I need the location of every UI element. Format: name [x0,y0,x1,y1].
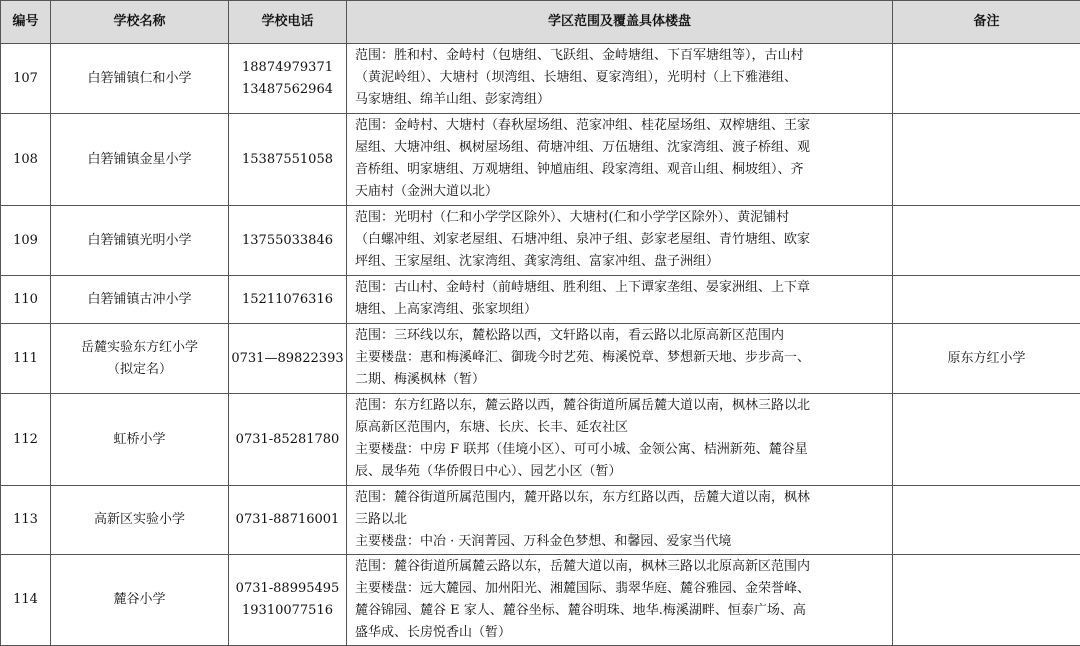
header-school-name: 学校名称 [51,1,229,44]
school-name: 白箬铺镇光明小学 [51,206,229,276]
district-scope: 范围：三环线以东，麓松路以西，文轩路以南，看云路以北原高新区范围内 主要楼盘：惠和梅溪峰汇、御珑今时艺苑、梅溪悦章、梦想新天地、步步高一、 二期、梅溪枫林（暂） [347,324,893,394]
note [893,394,1080,486]
header-row [1,1,1080,44]
district-scope: 范围：麓谷街道所属麓云路以东，岳麓大道以南，枫林三路以北原高新区范围内 主要楼盘：远大麓园、加州阳光、湘麓国际、翡翠华庭、麓谷雅园、金荣誉峰、 麓谷锦园、麓谷 E 家人、麓谷坐标、麓谷明珠、地华.梅溪湖畔、恒泰广场、高 盛华成、长房悦香山（暂） [347,555,893,646]
school-phone: 0731-88995495 19310077516 [229,555,347,646]
school-name: 高新区实验小学 [51,486,229,555]
note [893,555,1080,646]
school-phone: 0731-88716001 [229,486,347,555]
school-phone: 0731—89822393 [229,324,347,394]
table-row [1,44,1080,114]
district-scope: 范围：古山村、金峙村（前峙塘组、胜利组、上下谭家垄组、晏家洲组、上下章 塘组、上高家湾组、张家坝组） [347,276,893,324]
table-row [1,324,1080,394]
school-name: 岳麓实验东方红小学 （拟定名） [51,324,229,394]
header-id: 编号 [1,1,51,44]
table-row [1,555,1080,646]
school-phone: 18874979371 13487562964 [229,44,347,114]
table-row [1,206,1080,276]
row-id: 113 [1,486,51,555]
note [893,276,1080,324]
row-id: 112 [1,394,51,486]
district-scope: 范围：麓谷街道所属范围内，麓开路以东，东方红路以西，岳麓大道以南，枫林 三路以北 主要楼盘：中冶 · 天润菁园、万科金色梦想、和馨园、爱家当代境 [347,486,893,555]
note [893,114,1080,206]
row-id: 107 [1,44,51,114]
district-scope: 范围：金峙村、大塘村（春秋屋场组、范家冲组、桂花屋场组、双榨塘组、王家 屋组、大塘冲组、枫树屋场组、荷塘冲组、万伍塘组、沈家湾组、渡子桥组、观 音桥组、明家塘组、万观塘组、钟馗庙组、段家湾组、观音山组、桐坡组）、齐 天庙村（金洲大道以北） [347,114,893,206]
note [893,44,1080,114]
district-scope: 范围：光明村（仁和小学学区除外）、大塘村(仁和小学学区除外）、黄泥铺村 （白螺冲组、刘家老屋组、石塘冲组、泉冲子组、彭家老屋组、青竹塘组、欧家 坪组、王家屋组、沈家湾组、龚家湾组、富家冲组、盘子洲组） [347,206,893,276]
school-phone: 15211076316 [229,276,347,324]
school-phone: 15387551058 [229,114,347,206]
table-row [1,114,1080,206]
header-scope: 学区范围及覆盖具体楼盘 [347,1,893,44]
district-scope: 范围：胜和村、金峙村（包塘组、飞跃组、金峙塘组、下百军塘组等），古山村 （黄泥岭组）、大塘村（坝湾组、长塘组、夏家湾组），光明村（上下雅港组、 马家塘组、绵羊山组、彭家湾组） [347,44,893,114]
row-id: 110 [1,276,51,324]
school-phone: 0731-85281780 [229,394,347,486]
header-phone: 学校电话 [229,1,347,44]
school-name: 麓谷小学 [51,555,229,646]
row-id: 111 [1,324,51,394]
note: 原东方红小学 [893,324,1080,394]
district-scope: 范围：东方红路以东，麓云路以西，麓谷街道所属岳麓大道以南，枫林三路以北 原高新区范围内，东塘、长庆、长丰、延农社区 主要楼盘：中房 F 联邦（佳境小区）、可可小城、金领公寓、桔洲新苑、麓谷星 辰、晟华苑（华侨假日中心）、园艺小区（暂） [347,394,893,486]
row-id: 114 [1,555,51,646]
school-name: 白箬铺镇古冲小学 [51,276,229,324]
row-id: 109 [1,206,51,276]
note [893,206,1080,276]
table-row [1,276,1080,324]
row-id: 108 [1,114,51,206]
table-row [1,486,1080,555]
table-row [1,394,1080,486]
school-name: 虹桥小学 [51,394,229,486]
note [893,486,1080,555]
school-phone: 13755033846 [229,206,347,276]
header-note: 备注 [893,1,1080,44]
school-name: 白箬铺镇金星小学 [51,114,229,206]
school-name: 白箬铺镇仁和小学 [51,44,229,114]
